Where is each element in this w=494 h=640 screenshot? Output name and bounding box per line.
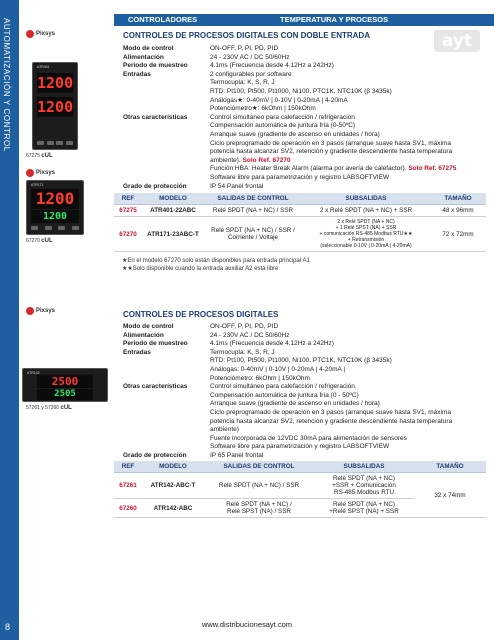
header-category: CONTROLADORES bbox=[128, 15, 198, 24]
brand-name: Pixsys bbox=[36, 308, 56, 314]
table-row: 67261 ATR142-ABC-T Relé SPDT (NA + NC) / SSR Relé SPDT (NA + NC) +SSR + Comunicación RS-485 Modbus RTU 32 x 74mm bbox=[114, 473, 486, 499]
spec-row: Modo de control ON-OFF, P, PI, PD, PID bbox=[123, 45, 279, 52]
brand-logo bbox=[26, 29, 55, 39]
spec-row: Periodo de muestreo 4.1ms (Frecuencia desde 4.12Hz a 242Hz) bbox=[123, 340, 334, 348]
cert-mark: UL bbox=[63, 405, 72, 411]
device-display-bottom: 2505 bbox=[37, 389, 93, 400]
header-subcategory: TEMPERATURA Y PROCESOS bbox=[280, 15, 389, 24]
only-ref-67270: Solo Ref. 67270 bbox=[242, 156, 291, 164]
device-label: ATR401 bbox=[37, 65, 50, 69]
device-label: ATR142 bbox=[27, 371, 40, 375]
table1-notes: ★En el modelo 67270 solo están disponibles para entrada principal A1 ★★Solo disponible cuando la entrada auxiliar A2 está libre bbox=[122, 258, 310, 272]
spec-row: Otras características Control simultáneo para calefacción / refrigeración. Compensación automática de juntura fría (0 - 50ºC) Arranque suave (gradiente de ascenso en unidades / hora) Ciclo preprogramado de operación en 3 pasos (arranque suave hasta SV1, máxima potencia hasta alcanzar SV2, retención y gradiente descendiente hasta temperatura ambiente) Fuente incorporada de 12VDC 30mA para alimentación de sensores Software libre para parametrización y registro LABSOFTVIEW bbox=[123, 383, 453, 451]
device-display-top: 1200 bbox=[37, 74, 74, 92]
brand-name: Pixsys bbox=[36, 31, 56, 37]
caption-ref: 67270 bbox=[26, 238, 40, 244]
spec-row: Entradas Termocupla: K, S, R, J RTD: Pt100, Pt500, Pt1000, Ni100, PTC1K, NTC10K (β 3435k) Análogas: 0-40mV | 0-10V | 0-20mA | 4-20mA | Potenciómetro: 6kOhm | 150kOhm bbox=[123, 348, 392, 382]
section2-specs bbox=[123, 323, 487, 461]
brand-name: Pixsys bbox=[36, 170, 56, 176]
device-label: ATR171 bbox=[31, 183, 44, 187]
caption-57261 bbox=[26, 405, 72, 411]
caption-ref: 67275 bbox=[26, 153, 40, 159]
spec-row: Otras características Control simultáneo para calefacción / refrigeración Compensación automática de juntura fría (0-50ºC) Arranque suave (gradiente de ascenso en unidades / hora) Ciclo preprogramado de operación en 3 pasos (arranque suave hasta SV1, máxima potencia hasta alcanzar SV2, retención y gradiente descendiente hasta temperatura ambiente). Solo Ref. 67270 Función HBA: Heater Break Alarm (alarma por avería de calefactor). Solo Ref. 67275 Software libre para parametrización y registro LABSOFTVIEW bbox=[123, 113, 457, 181]
device-keys bbox=[31, 226, 79, 230]
spec-row: Grado de protección IP 65 Panel frontal bbox=[123, 451, 264, 459]
table-header-row: REF MODELO SALIDAS DE CONTROL SUBSALIDAS TAMAÑO bbox=[114, 461, 486, 473]
spec-row: Entradas 2 configurables por software Termocupla: K, S, R, J RTD: Pt100, Pt500, Pt1000, Ni100, PTC1K, NTC10K (β 3435k) Análogas★: 0-40mV | 0-10V | 0-20mA | 4-20mA Potenciómetro★: 6kOhm | 150kOhm bbox=[123, 70, 392, 113]
brand-logo-2 bbox=[26, 168, 55, 178]
brand-icon bbox=[26, 169, 34, 177]
brand-icon bbox=[26, 30, 34, 38]
device-keys bbox=[37, 141, 73, 145]
device-display-bottom: 1200 bbox=[37, 98, 74, 116]
spec-row: Alimentación 24 - 230V AC / DC 50/60Hz bbox=[123, 53, 290, 61]
device-display-bottom: 1200 bbox=[31, 210, 79, 223]
ul-icon: c bbox=[41, 153, 45, 159]
device-67275 bbox=[32, 62, 78, 150]
spec-row: Modo de control ON-OFF, P, PI, PD, PID bbox=[123, 323, 279, 330]
device-67261 bbox=[22, 368, 108, 402]
side-band bbox=[0, 0, 19, 640]
section1-specs bbox=[123, 45, 487, 191]
product-table-2 bbox=[114, 461, 486, 518]
table-row: 67260 ATR142-ABC Relé SPDT (NA + NC) / Relé SPST (NA) / SSR Relé SPDT (NA + NC) +Relé SPST (NA) + SSR bbox=[114, 499, 486, 518]
spec-row: Grado de protección IP 54 Panel frontal bbox=[123, 182, 264, 190]
table-row: 67275 ATR401-22ABC Relé SPDT (NA + NC) / SSR 2 x Relé SPDT (NA + NC) + SSR 48 x 96mm bbox=[114, 205, 486, 217]
table-row: 67270 ATR171-23ABC-T Relé SPDT (NA + NC) / SSR / Corriente / Voltaje 2 x Relé SPDT (NA + NC) + 1 Relé SPST (NA) + SSR + comunicación RS-485 Modbus RTU★★ + Retransmisión (seleccionable 0-10V | 0-20mA | 4-20mA) 72 x 72mm bbox=[114, 217, 486, 252]
cert-mark: UL bbox=[44, 238, 53, 244]
side-band-text: AUTOMATIZACIÓN Y CONTROL bbox=[2, 18, 11, 152]
ul-icon: c bbox=[41, 238, 45, 244]
spec-row: Periodo de muestreo 4.1ms (Frecuencia desde 4.12Hz a 242Hz) bbox=[123, 62, 334, 70]
ul-icon: c bbox=[60, 405, 64, 411]
page-number: 8 bbox=[5, 622, 11, 632]
product-table-1 bbox=[114, 193, 486, 252]
cert-mark: UL bbox=[44, 153, 53, 159]
caption-67275 bbox=[26, 153, 53, 159]
caption-67270 bbox=[26, 238, 53, 244]
brand-icon bbox=[26, 307, 34, 315]
only-ref-67275: Solo Ref. 67275 bbox=[408, 165, 457, 173]
device-67270 bbox=[26, 180, 84, 235]
caption-ref: 57261 y 57260 bbox=[26, 405, 60, 411]
section1-title: CONTROLES DE PROCESOS DIGITALES CON DOBLE ENTRADA bbox=[123, 31, 370, 40]
footer-url[interactable]: www.distribucionesayt.com bbox=[201, 620, 293, 629]
ayt-logo: ayt bbox=[434, 30, 480, 52]
section2-title: CONTROLES DE PROCESOS DIGITALES bbox=[123, 310, 279, 319]
device-display-top: 2500 bbox=[37, 375, 93, 388]
device-display-top: 1200 bbox=[31, 189, 79, 209]
spec-row: Alimentación 24 - 230V AC / DC 50/60Hz bbox=[123, 331, 290, 339]
brand-logo-3 bbox=[26, 306, 55, 316]
header-bar bbox=[114, 14, 494, 26]
table-header-row: REF MODELO SALIDAS DE CONTROL SUBSALIDAS TAMAÑO bbox=[114, 193, 486, 205]
